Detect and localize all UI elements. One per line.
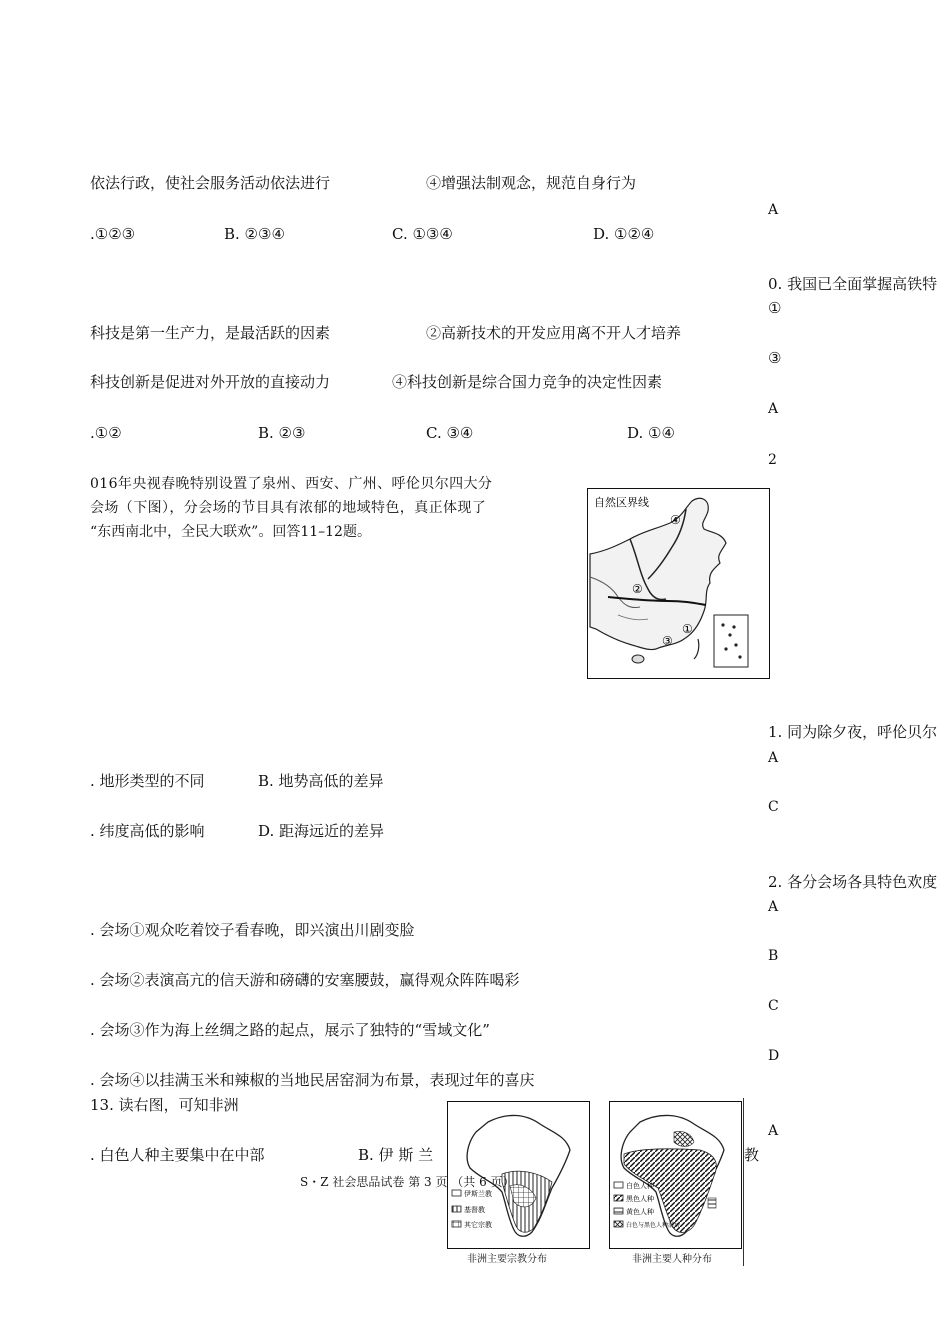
right-column-text: C	[768, 799, 779, 815]
option-c: . 纬度高低的影响	[90, 822, 205, 840]
option-a: . 地形类型的不同	[90, 772, 205, 790]
china-natural-region-map	[587, 488, 770, 679]
column-divider	[743, 1098, 744, 1266]
option-d: D. 距海远近的差异	[258, 822, 385, 840]
right-column-text: A	[768, 1123, 779, 1139]
right-column-text: A	[768, 202, 779, 218]
legend-mixed-race: 白色与黑色人种混居	[626, 1222, 681, 1229]
map-label-2: ②	[632, 582, 643, 596]
right-column-text: D	[768, 1048, 780, 1064]
option-a: .①②③	[90, 225, 136, 243]
legend-other-religions: 其它宗教	[464, 1221, 492, 1229]
religion-map-caption: 非洲主要宗教分布	[467, 1254, 547, 1265]
right-column-text: C	[768, 998, 779, 1014]
option-d: D. ①②④	[593, 225, 655, 243]
map-label-3: ③	[662, 634, 673, 648]
right-column-text: 1. 同为除夕夜，呼伦贝尔	[768, 723, 938, 741]
option-a: . 会场①观众吃着饺子看春晚，即兴演出川剧变脸	[90, 921, 415, 939]
option-c: . 会场③作为海上丝绸之路的起点，展示了独特的“雪域文化”	[90, 1021, 490, 1039]
right-column-text: A	[768, 401, 779, 417]
option-c: C. ③④	[426, 424, 474, 442]
option-d: D. ①④	[627, 424, 675, 442]
legend-christianity: 基督教	[464, 1206, 485, 1214]
right-column-text: A	[768, 899, 779, 915]
passage-line-3: “东西南北中，全民大联欢”。回答11–12题。	[90, 524, 371, 540]
option-a: .①②	[90, 424, 122, 442]
statement-4-text: ④科技创新是综合国力竞争的决定性因素	[392, 373, 663, 391]
option-a: . 白色人种主要集中在中部	[90, 1146, 265, 1164]
map-label-4: ④	[670, 513, 681, 527]
statement-3-text: 科技创新是促进对外开放的直接动力	[90, 373, 331, 391]
passage-line-1: 016年央视春晚特别设置了泉州、西安、广州、呼伦贝尔四大分	[90, 476, 493, 492]
legend-yellow-race: 黄色人种	[626, 1208, 654, 1216]
right-column-text: B	[768, 948, 779, 964]
option-d: . 会场④以挂满玉米和辣椒的当地民居窑洞为布景，表现过年的喜庆	[90, 1071, 535, 1089]
right-column-text: 2	[768, 452, 777, 468]
option-b-continued: 教	[744, 1146, 760, 1164]
race-map-caption: 非洲主要人种分布	[632, 1254, 712, 1265]
page-footer: S・Z 社会思品试卷 第 3 页 （共 6 页）	[300, 1175, 515, 1189]
right-column-text: ③	[768, 349, 782, 367]
passage-line-2: 会场（下图），分会场的节目具有浓郁的地域特色，真正体现了	[90, 500, 487, 516]
map-label-1: ①	[682, 622, 693, 636]
statement-3-text: 依法行政，使社会服务活动依法进行	[90, 174, 331, 192]
option-b: B. ②③④	[224, 225, 285, 243]
legend-white-race: 白色人种	[626, 1182, 654, 1190]
statement-1-text: 科技是第一生产力，是最活跃的因素	[90, 324, 331, 342]
legend-islam: 伊斯兰教	[464, 1190, 492, 1198]
right-column-text: 0. 我国已全面掌握高铁特	[768, 275, 938, 293]
africa-race-drawing	[610, 1102, 741, 1248]
statement-4-text: ④增强法制观念，规范自身行为	[426, 174, 637, 192]
question-13-stem: 13. 读右图，可知非洲	[90, 1096, 239, 1114]
statement-2-text: ②高新技术的开发应用离不开人才培养	[426, 324, 682, 342]
option-b: B. 伊 斯 兰	[358, 1146, 434, 1164]
right-column-text: ①	[768, 299, 782, 317]
option-b: B. 地势高低的差异	[258, 772, 384, 790]
legend-black-race: 黑色人种	[626, 1195, 654, 1203]
china-map-drawing	[588, 489, 769, 678]
right-column-text: A	[768, 750, 779, 766]
option-b: B. ②③	[258, 424, 306, 442]
option-b: . 会场②表演高亢的信天游和磅礴的安塞腰鼓，赢得观众阵阵喝彩	[90, 971, 520, 989]
map-title: 自然区界线	[594, 496, 649, 509]
right-column-text: 2. 各分会场各具特色欢度	[768, 873, 938, 891]
africa-race-map	[609, 1101, 742, 1249]
option-c: C. ①③④	[392, 225, 453, 243]
